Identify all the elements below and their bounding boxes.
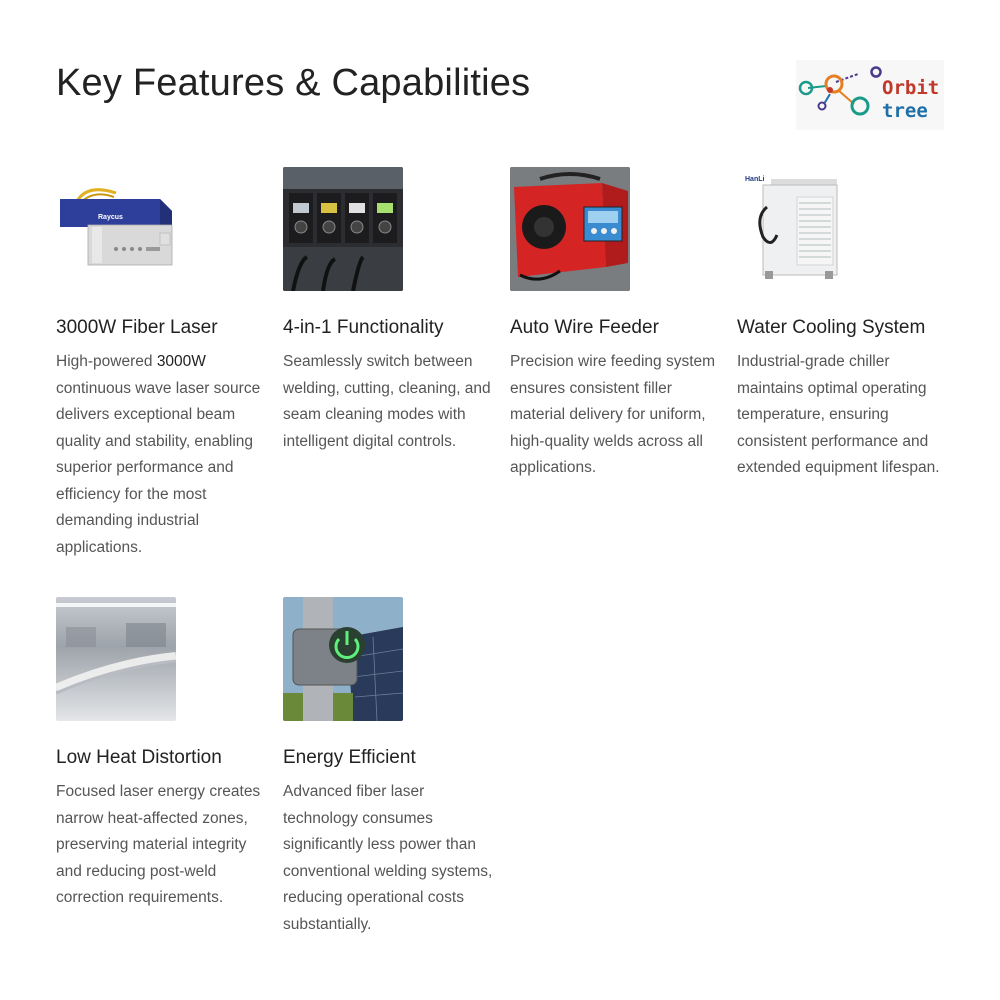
highlighted-power: 3000W [156, 353, 206, 370]
logo-text-tree: tree [882, 100, 928, 122]
feature-title: Water Cooling System [737, 317, 926, 338]
raycus-brand-label: Raycus [98, 214, 123, 221]
feature-grid [56, 167, 956, 938]
feature-description: High-powered 3000W continuous wave laser source delivers exceptional beam quality and stability, enabling superior performance and efficiency for the most demanding industrial applications. [56, 353, 261, 556]
fiber-laser-unit-image [56, 167, 176, 291]
feature-description: Seamlessly switch between welding, cutting, cleaning, and seam cleaning modes with intelligent digital controls. [283, 353, 491, 450]
feature-card-water-cooling [737, 167, 947, 561]
feature-description: Industrial-grade chiller maintains optimal operating temperature, ensuring consistent performance and extended equipment lifespan. [737, 353, 940, 476]
weld-seam-image [56, 597, 176, 721]
feature-description: Focused laser energy creates narrow heat-affected zones, preserving material integrity and reducing post-weld correction requirements. [56, 783, 261, 906]
feature-description: Advanced fiber laser technology consumes significantly less power than conventional welding systems, reducing operational costs substantially. [283, 783, 493, 933]
feature-title: Auto Wire Feeder [510, 317, 659, 338]
wire-feeder-image [510, 167, 630, 291]
feature-card-low-heat [56, 597, 266, 938]
feature-card-fiber-laser [56, 167, 266, 561]
water-chiller-image [737, 167, 857, 291]
feature-card-4in1 [283, 167, 493, 561]
feature-card-wire-feeder [510, 167, 720, 561]
hanli-brand-label: HanLi [745, 176, 765, 183]
logo-text-orbit: Orbit [882, 77, 940, 99]
page-title: Key Features & Capabilities [56, 62, 531, 104]
feature-title: 4-in-1 Functionality [283, 317, 444, 338]
orbit-tree-logo [796, 60, 944, 130]
power-button-image [283, 597, 403, 721]
feature-title: 3000W Fiber Laser [56, 317, 218, 338]
feature-card-energy-efficient [283, 597, 493, 938]
feature-title: Low Heat Distortion [56, 747, 222, 768]
feature-description: Precision wire feeding system ensures consistent filler material delivery for uniform, high-quality welds across all applications. [510, 353, 716, 476]
control-panel-image [283, 167, 403, 291]
feature-title: Energy Efficient [283, 747, 416, 768]
